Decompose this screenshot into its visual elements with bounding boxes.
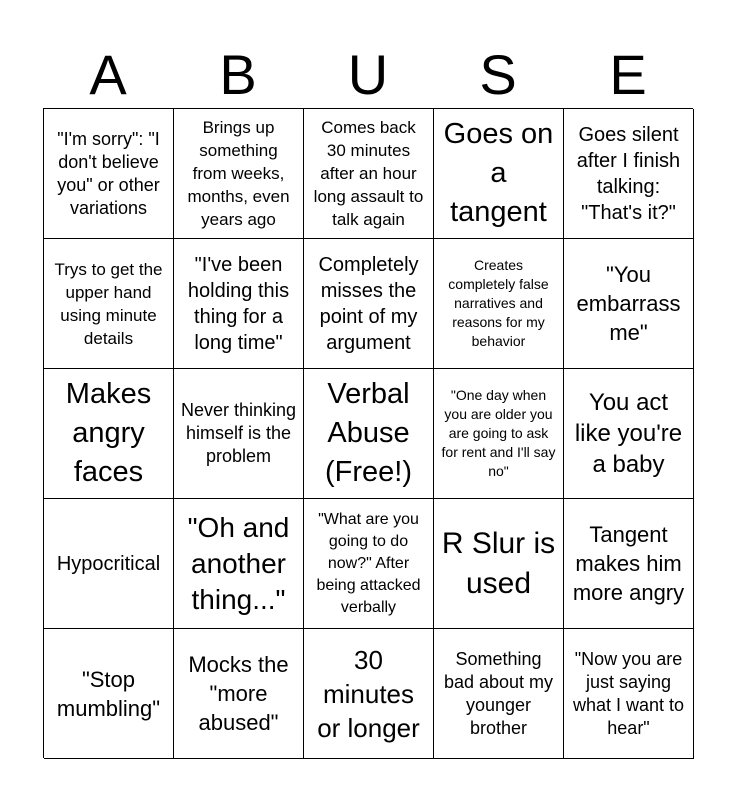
header-letter-u: U	[347, 43, 389, 106]
cell-text: Never thinking himself is the problem	[180, 400, 297, 466]
bingo-cell-r2c2[interactable]	[174, 239, 304, 369]
bingo-cell-r2c1[interactable]	[44, 239, 174, 369]
bingo-cell-r1c3[interactable]	[304, 109, 434, 239]
cell-text: "I've been holding this thing for a long time"	[187, 253, 290, 354]
bingo-cell-r2c4[interactable]	[434, 239, 564, 369]
cell-text: Goes on a tangent	[443, 118, 554, 228]
header-letter-a: A	[89, 43, 127, 106]
cell-text: Trys to get the upper hand using minute details	[54, 259, 163, 348]
bingo-cell-r5c2[interactable]	[174, 629, 304, 759]
bingo-header	[43, 40, 693, 110]
cell-text: Makes angry faces	[65, 378, 152, 488]
cell-text: Something bad about my younger brother	[443, 648, 554, 738]
bingo-cell-r1c1[interactable]	[44, 109, 174, 239]
header-letter-e: E	[609, 43, 647, 106]
bingo-board	[43, 108, 693, 758]
bingo-cell-r1c4[interactable]	[434, 109, 564, 239]
bingo-cell-r5c1[interactable]	[44, 629, 174, 759]
cell-text: "One day when you are older you are going to ask for rent and I'll say no"	[441, 387, 556, 479]
cell-text: Goes silent after I finish talking: "That's it?"	[576, 123, 681, 224]
cell-text: "I'm sorry": "I don't believe you" or other variations	[57, 128, 160, 218]
cell-text: Brings up something from weeks, months, even years ago	[187, 118, 290, 229]
bingo-cell-r3c4[interactable]	[434, 369, 564, 499]
cell-text: Hypocritical	[56, 552, 161, 575]
cell-text: "Now you are just saying what I want to hear"	[572, 648, 685, 738]
cell-text: Mocks the "more abused"	[188, 652, 289, 735]
bingo-cell-r3c2[interactable]	[174, 369, 304, 499]
cell-text: Completely misses the point of my argument	[318, 253, 419, 354]
cell-text: 30 minutes or longer	[317, 644, 420, 743]
cell-text: Comes back 30 minutes after an hour long assault to talk again	[313, 118, 424, 229]
bingo-cell-r3c1[interactable]	[44, 369, 174, 499]
bingo-cell-r4c4[interactable]	[434, 499, 564, 629]
cell-text: R Slur is used	[441, 526, 556, 600]
header-letter-s: S	[479, 43, 517, 106]
bingo-cell-r5c5[interactable]	[564, 629, 694, 759]
bingo-cell-r1c5[interactable]	[564, 109, 694, 239]
bingo-cell-r4c3[interactable]	[304, 499, 434, 629]
cell-text: Creates completely false narratives and reasons for my behavior	[448, 257, 549, 349]
bingo-cell-r5c3[interactable]	[304, 629, 434, 759]
bingo-cell-r1c2[interactable]	[174, 109, 304, 239]
cell-text: "You embarrass me"	[576, 262, 681, 345]
cell-text: "What are you going to do now?" After being attacked verbally	[316, 510, 421, 616]
bingo-cell-r3c5[interactable]	[564, 369, 694, 499]
cell-text: "Stop mumbling"	[56, 666, 161, 721]
bingo-cell-r3c3[interactable]	[304, 369, 434, 499]
bingo-cell-r4c2[interactable]	[174, 499, 304, 629]
bingo-cell-r4c1[interactable]	[44, 499, 174, 629]
cell-text: Tangent makes him more angry	[572, 522, 685, 605]
cell-text: You act like you're a baby	[574, 389, 683, 478]
bingo-cell-r5c4[interactable]	[434, 629, 564, 759]
bingo-cell-r2c3[interactable]	[304, 239, 434, 369]
header-letter-b: B	[219, 43, 257, 106]
bingo-cell-r4c5[interactable]	[564, 499, 694, 629]
cell-text: Verbal Abuse (Free!)	[325, 378, 412, 488]
cell-text: "Oh and another thing..."	[187, 511, 290, 615]
bingo-cell-r2c5[interactable]	[564, 239, 694, 369]
